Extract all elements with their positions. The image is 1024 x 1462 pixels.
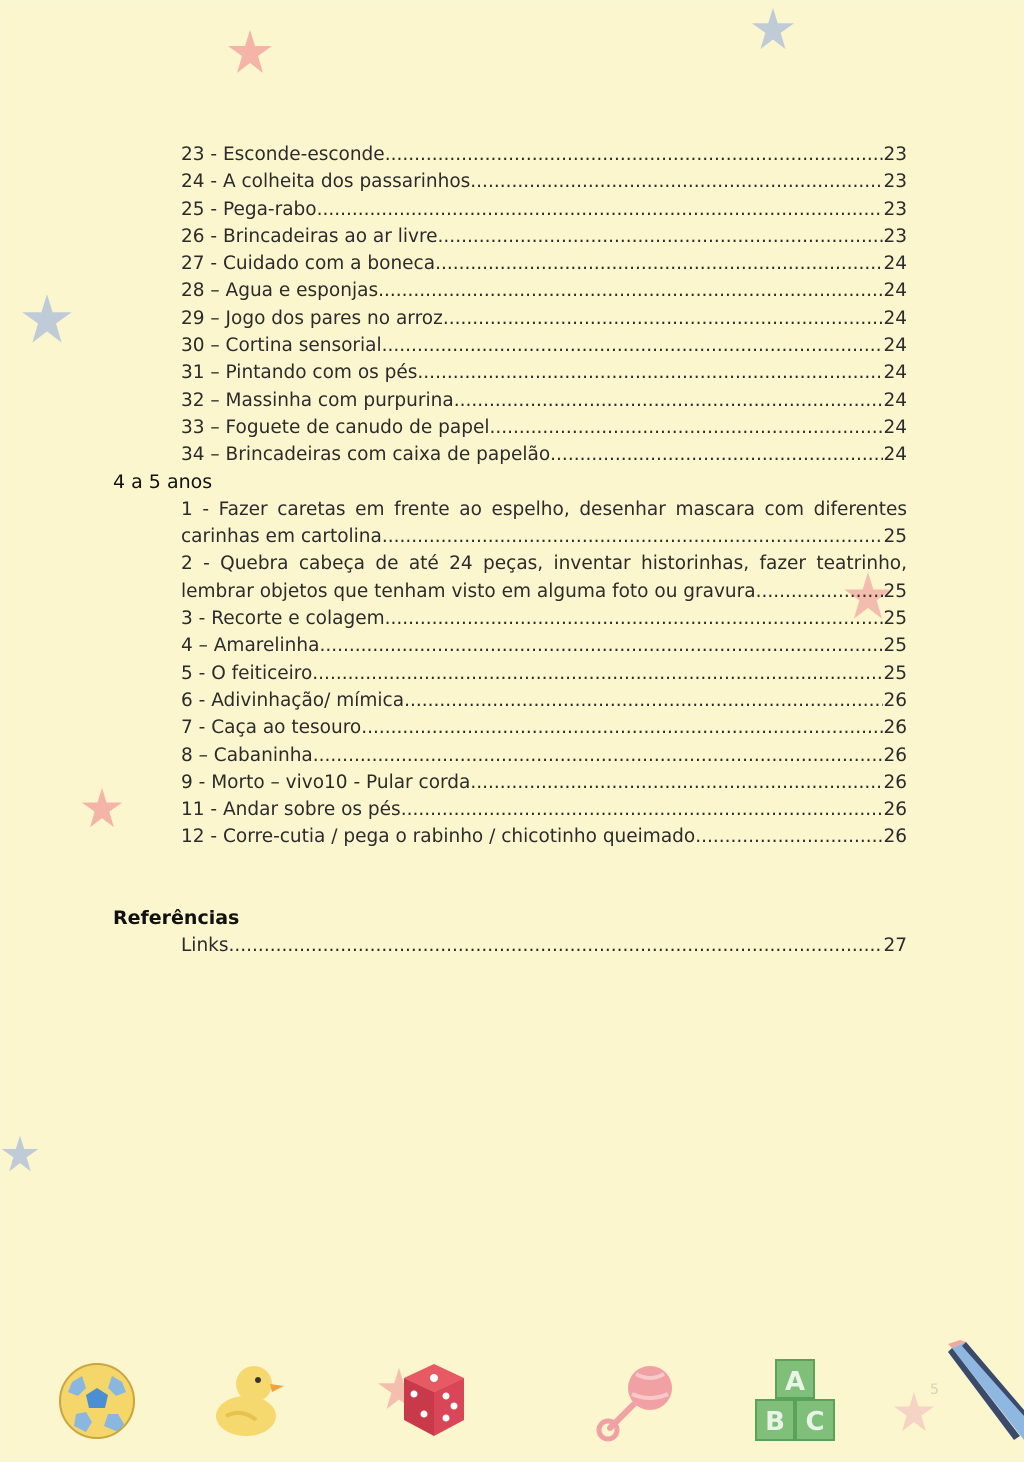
toc-leader-dots — [489, 414, 883, 441]
footer-icons — [0, 1340, 1024, 1460]
toc-entry-title: 34 – Brincadeiras com caixa de papelão — [181, 444, 551, 466]
toc-entry[interactable] — [181, 605, 907, 632]
toc-page-number: 23 — [883, 171, 907, 193]
toc-entry-line2 — [181, 578, 907, 605]
toc-entry-title: 28 – Agua e esponjas — [181, 280, 379, 302]
toc-entry[interactable] — [181, 305, 907, 332]
toc-entry-title: 25 - Pega-rabo — [181, 198, 317, 220]
toc-entry-title: 4 – Amarelinha — [181, 635, 320, 657]
toc-entry-title: 11 - Andar sobre os pés — [181, 799, 401, 821]
star-icon — [20, 292, 74, 346]
toc-entry[interactable] — [181, 687, 907, 714]
dice-icon — [402, 1362, 466, 1438]
toc-entry-title-line2: lembrar objetos que tenham visto em alguma foto ou gravura — [181, 580, 756, 602]
toc-leader-dots — [361, 714, 883, 741]
toc-leader-dots — [470, 769, 883, 796]
svg-text:C: C — [805, 1407, 825, 1437]
toc-leader-dots — [317, 196, 884, 223]
toc-page-number: 24 — [883, 335, 907, 357]
toc-entry[interactable] — [181, 632, 907, 659]
toc-entry[interactable] — [181, 441, 907, 468]
toc-entry[interactable] — [181, 414, 907, 441]
toc-entry[interactable] — [181, 277, 907, 304]
toc-entry-line2 — [181, 523, 907, 550]
toc-page-number: 23 — [883, 225, 907, 247]
soccer-ball-icon — [58, 1362, 136, 1440]
toc-leader-dots — [550, 441, 883, 468]
toc-page-number: 24 — [883, 416, 907, 438]
toc-entry[interactable] — [181, 332, 907, 359]
toc-leader-dots — [401, 796, 884, 823]
svg-text:A: A — [784, 1367, 806, 1397]
toc-group-a — [113, 141, 907, 469]
toc-page-number: 25 — [883, 608, 907, 630]
toc-page-number: 26 — [883, 689, 907, 711]
toc-entry-title: 9 - Morto – vivo10 - Pular corda — [181, 771, 471, 793]
toc-entry[interactable] — [181, 250, 907, 277]
toc-entry[interactable] — [181, 796, 907, 823]
toc-page-number: 24 — [883, 362, 907, 384]
spacer — [113, 851, 907, 905]
toc-entry-title: 6 - Adivinhação/ mímica — [181, 689, 405, 711]
toc-entry[interactable] — [181, 387, 907, 414]
toc-entry[interactable] — [181, 823, 907, 850]
toc-page-number: 25 — [883, 526, 907, 548]
toc-leader-dots — [435, 250, 883, 277]
toc-page-number: 25 — [883, 580, 907, 602]
rattle-icon — [596, 1362, 676, 1442]
toc-leader-dots — [438, 223, 884, 250]
toc-entry[interactable] — [181, 141, 907, 168]
toc-page-number: 25 — [883, 662, 907, 684]
toc-entry[interactable] — [181, 742, 907, 769]
section-heading-4-5-anos: 4 a 5 anos — [113, 470, 213, 493]
pencil-icon — [942, 1340, 1024, 1450]
toc-entry-title: 5 - O feiticeiro — [181, 662, 313, 684]
toc-page-number: 26 — [883, 826, 907, 848]
toc-entry[interactable] — [181, 196, 907, 223]
toc-leader-dots — [695, 823, 883, 850]
toc-entry-title: 8 – Cabaninha — [181, 744, 313, 766]
toc-entry[interactable] — [181, 359, 907, 386]
star-icon — [750, 6, 796, 52]
toc-page-number: 23 — [883, 144, 907, 165]
toc-entry[interactable] — [181, 168, 907, 195]
toc-entry[interactable] — [181, 660, 907, 687]
toc-entry-links[interactable] — [181, 932, 907, 959]
toc-entry-title: 29 – Jogo dos pares no arroz — [181, 307, 443, 329]
toc-leader-dots — [756, 578, 884, 605]
toc-group-b — [113, 605, 907, 851]
toc-page-number: 23 — [883, 198, 907, 220]
toc-page-number: 26 — [883, 744, 907, 766]
star-icon — [226, 28, 274, 76]
toc-leader-dots — [313, 742, 884, 769]
toc-entry-title-line1: 2 - Quebra cabeça de até 24 peças, inventar historinhas, fazer teatrinho, — [181, 553, 907, 575]
toc-leader-dots — [385, 605, 884, 632]
toc-entry-title: 33 – Foguete de canudo de papel — [181, 416, 490, 438]
toc-entry-title: 30 – Cortina sensorial — [181, 335, 382, 357]
toc-entry-title-line1: 1 - Fazer caretas em frente ao espelho, desenhar mascara com diferentes — [181, 498, 907, 520]
toc-page-number: 26 — [883, 771, 907, 793]
toc-leader-dots — [319, 632, 883, 659]
toc-entry-title: 23 - Esconde-esconde — [181, 144, 385, 165]
toc-entry-title: 32 – Massinha com purpurina — [181, 389, 454, 411]
page-number: 5 — [930, 1382, 939, 1398]
toc-entry-title: 27 - Cuidado com a boneca — [181, 253, 436, 275]
toc-page-number: 26 — [883, 717, 907, 739]
toc-entry[interactable] — [181, 223, 907, 250]
toc-page-number: 24 — [883, 280, 907, 302]
abc-blocks-icon — [754, 1358, 836, 1442]
toc-entry[interactable] — [181, 496, 907, 551]
toc-page-number: 24 — [883, 307, 907, 329]
toc-entry-title: 26 - Brincadeiras ao ar livre — [181, 225, 438, 247]
toc-leader-dots — [417, 359, 883, 386]
toc-leader-dots — [382, 332, 884, 359]
toc-leader-dots — [229, 932, 884, 959]
toc-page-number: 24 — [883, 444, 907, 466]
table-of-contents — [113, 141, 907, 959]
rubber-duck-icon — [212, 1360, 286, 1438]
toc-page-number: 24 — [883, 253, 907, 275]
toc-entry-title: 7 - Caça ao tesouro — [181, 717, 362, 739]
toc-page-number: 26 — [883, 799, 907, 821]
toc-entry[interactable] — [181, 769, 907, 796]
toc-page-number: 25 — [883, 635, 907, 657]
toc-entry[interactable] — [181, 550, 907, 605]
toc-entry-title: 24 - A colheita dos passarinhos — [181, 171, 471, 193]
toc-leader-dots — [385, 141, 884, 168]
toc-entry-title-line2: carinhas em cartolina — [181, 526, 382, 548]
toc-entry-title: 31 – Pintando com os pés — [181, 362, 418, 384]
toc-leader-dots — [470, 168, 883, 195]
toc-leader-dots — [404, 687, 883, 714]
toc-leader-dots — [382, 523, 884, 550]
toc-leader-dots — [443, 305, 884, 332]
star-icon — [0, 1132, 40, 1176]
toc-leader-dots — [312, 660, 883, 687]
section-heading-referencias: Referências — [113, 906, 240, 929]
toc-page-number: 27 — [883, 935, 907, 957]
svg-text:B: B — [765, 1407, 785, 1437]
toc-entry-title: 12 - Corre-cutia / pega o rabinho / chicotinho queimado — [181, 826, 696, 848]
toc-entry-title: Links — [181, 935, 229, 957]
toc-entry-title: 3 - Recorte e colagem — [181, 608, 385, 630]
toc-page-number: 24 — [883, 389, 907, 411]
toc-entry[interactable] — [181, 714, 907, 741]
toc-leader-dots — [454, 387, 884, 414]
toc-leader-dots — [378, 277, 883, 304]
